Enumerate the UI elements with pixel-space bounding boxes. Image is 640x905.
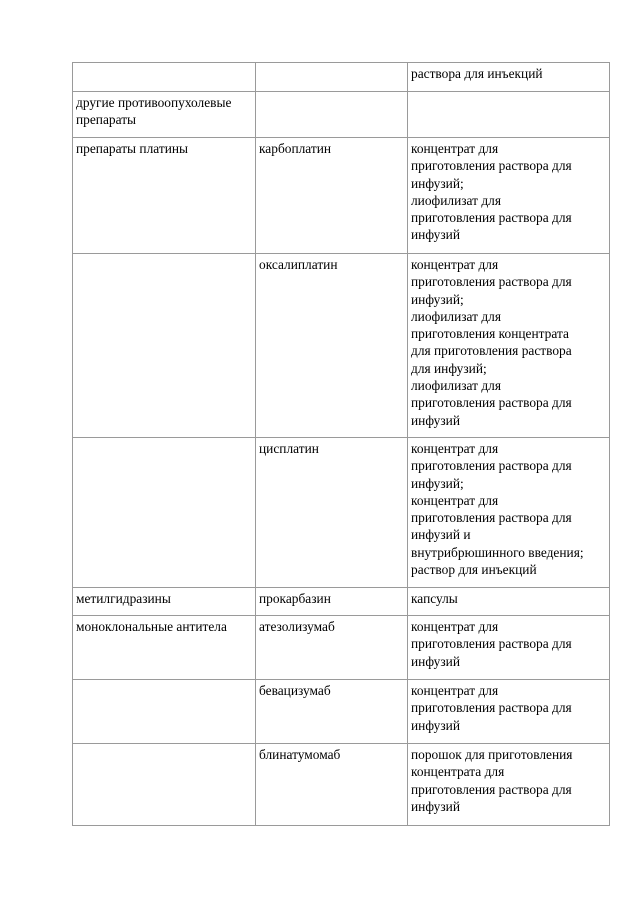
group-cell: моноклональные антитела (73, 616, 256, 680)
table-row (73, 254, 610, 438)
form-cell: концентрат для приготовления раствора для инфузий (408, 680, 610, 744)
form-cell (408, 92, 610, 138)
table-row (73, 616, 610, 680)
group-cell: препараты платины (73, 138, 256, 254)
drug-cell: бевацизумаб (256, 680, 408, 744)
group-cell: метилгидразины (73, 588, 256, 616)
drug-cell: прокарбазин (256, 588, 408, 616)
table-row (73, 744, 610, 826)
group-cell (73, 680, 256, 744)
drug-cell: цисплатин (256, 438, 408, 588)
group-cell (73, 744, 256, 826)
group-cell (73, 254, 256, 438)
drug-cell (256, 92, 408, 138)
table-row (73, 588, 610, 616)
form-cell: концентрат для приготовления раствора для инфузий; лиофилизат для приготовления концентрата для приготовления раствора для инфузий; лиофилизат для приготовления раствора для инфузий (408, 254, 610, 438)
form-cell: концентрат для приготовления раствора для инфузий (408, 616, 610, 680)
table-row (73, 438, 610, 588)
table-row (73, 138, 610, 254)
group-cell: другие противоопухолевые препараты (73, 92, 256, 138)
drug-cell: атезолизумаб (256, 616, 408, 680)
table-row (73, 92, 610, 138)
form-cell: капсулы (408, 588, 610, 616)
drug-cell: блинатумомаб (256, 744, 408, 826)
group-cell (73, 63, 256, 92)
drug-table (72, 62, 610, 826)
form-cell: концентрат для приготовления раствора для инфузий; концентрат для приготовления раствора для инфузий и внутрибрюшинного введения; раствор для инъекций (408, 438, 610, 588)
drug-cell: оксалиплатин (256, 254, 408, 438)
drug-cell (256, 63, 408, 92)
group-cell (73, 438, 256, 588)
form-cell: порошок для приготовления концентрата для приготовления раствора для инфузий (408, 744, 610, 826)
drug-cell: карбоплатин (256, 138, 408, 254)
form-cell: раствора для инъекций (408, 63, 610, 92)
table-row (73, 680, 610, 744)
table-row (73, 63, 610, 92)
form-cell: концентрат для приготовления раствора для инфузий; лиофилизат для приготовления раствора для инфузий (408, 138, 610, 254)
